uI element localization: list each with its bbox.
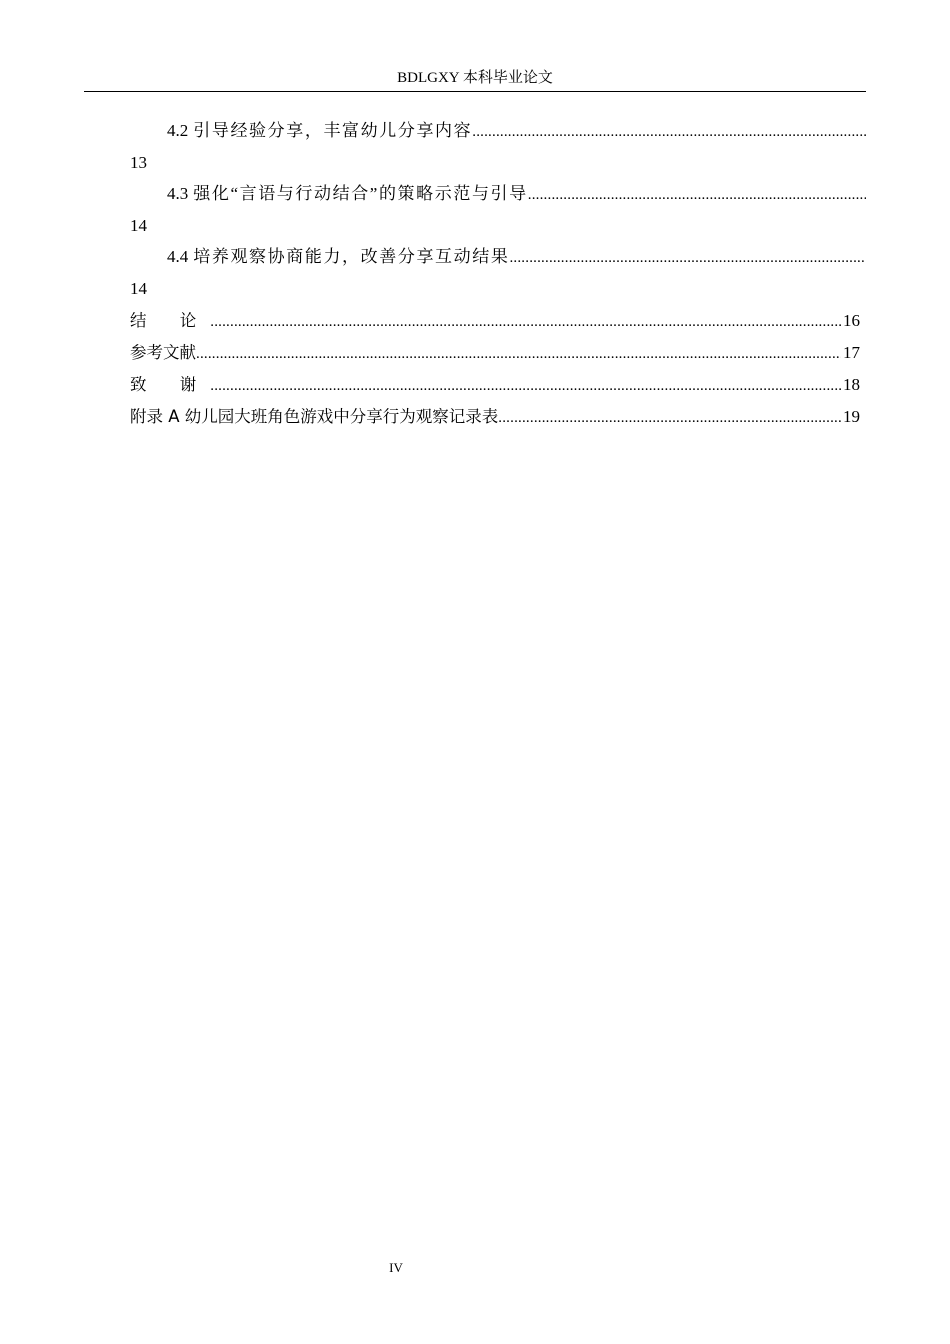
toc-entry-title: 参考文献 (130, 343, 196, 362)
toc-entry-page: 14 (130, 279, 147, 298)
toc-entry-page: 14 (130, 216, 147, 235)
toc-entry-4-2[interactable] (130, 116, 866, 179)
toc-entry-appendix-a[interactable] (130, 401, 860, 433)
toc-entry-page: 17 (843, 343, 860, 362)
page-number: IV (389, 1260, 403, 1275)
toc-entry-title: 引导经验分享，丰富幼儿分享内容 (193, 121, 473, 140)
dot-leader (528, 180, 866, 210)
toc-entry-title: 培养观察协商能力，改善分享互动结果 (193, 247, 510, 266)
toc-entry-references[interactable] (130, 337, 860, 369)
dot-leader (509, 243, 866, 273)
toc-entry-page: 18 (843, 375, 860, 394)
toc-entry-number: 4.4 (167, 247, 189, 266)
toc-entry-number: 4.3 (167, 184, 189, 203)
toc-entry-page: 13 (130, 153, 147, 172)
dot-leader (196, 338, 841, 370)
dot-leader (472, 117, 866, 147)
toc-entry-4-4[interactable] (130, 242, 866, 305)
toc-entry-title: 附录 A 幼儿园大班角色游戏中分享行为观察记录表 (130, 407, 499, 426)
toc-entry-number: 4.2 (167, 121, 189, 140)
toc-entry-title: 结 论 (130, 311, 211, 330)
toc-entry-4-3[interactable] (130, 179, 866, 242)
toc-entry-title: 强化“言语与行动结合”的策略示范与引导 (193, 184, 528, 203)
toc-entry-acknowledgements[interactable] (130, 369, 860, 401)
toc-entry-conclusion[interactable] (130, 305, 860, 337)
toc-entry-title: 致 谢 (130, 375, 211, 394)
toc-entry-page: 19 (843, 407, 860, 426)
dot-leader (498, 402, 841, 434)
header-title: BDLGXY 本科毕业论文 (397, 70, 553, 86)
page-footer (0, 1260, 792, 1276)
table-of-contents (130, 116, 866, 433)
dot-leader (210, 306, 841, 338)
dot-leader (210, 370, 841, 402)
toc-entry-page: 16 (843, 311, 860, 330)
page-header (84, 66, 866, 92)
